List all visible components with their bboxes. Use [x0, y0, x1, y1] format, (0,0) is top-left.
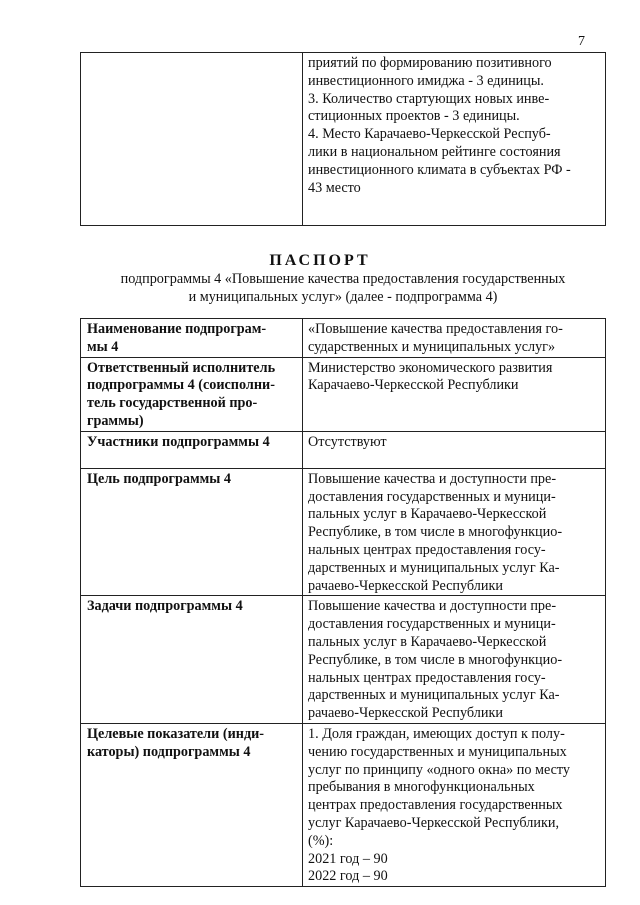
label-line: мы 4 — [87, 338, 119, 355]
row-label — [81, 357, 303, 431]
label-line: граммы) — [87, 412, 144, 429]
passport-subtitle: подпрограммы 4 «Повышение качества предоставления государственных — [120, 271, 566, 287]
value-line: Министерство экономического развития — [308, 359, 553, 376]
value-line: Республике, в том числе в многофункцио- — [308, 651, 563, 668]
value-line: рачаево-Черкесской Республики — [308, 577, 503, 594]
value-line: центрах предоставления государственных — [308, 797, 563, 814]
value-line: нальных центрах предоставления госу- — [308, 541, 546, 558]
row-label — [81, 596, 303, 724]
value-line: услуг по принципу «одного окна» по месту — [308, 761, 571, 778]
passport-row-executor — [81, 357, 606, 431]
continuation-row — [81, 53, 606, 226]
value-line: 2021 год – 90 — [308, 850, 388, 867]
text-line: 4. Место Карачаево-Черкесской Респуб- — [308, 126, 551, 143]
label-line: Целевые показатели (инди- — [87, 725, 265, 742]
passport-subtitle: и муниципальных услуг» (далее - подпрограмма 4) — [188, 289, 498, 305]
passport-row-tasks — [81, 596, 606, 724]
value-line: доставления государственных и муници- — [308, 616, 556, 633]
text-line: инвестиционного климата в субъектах РФ - — [308, 161, 571, 178]
label-line: Цель подпрограммы 4 — [87, 470, 232, 487]
value-line: (%): — [308, 832, 334, 849]
text-line: инвестиционного имиджа - 3 единицы. — [308, 72, 544, 89]
passport-row-goal — [81, 468, 606, 596]
value-line: 2022 год – 90 — [308, 868, 388, 885]
row-value — [303, 468, 606, 596]
row-value — [303, 596, 606, 724]
passport-row-indicators — [81, 723, 606, 886]
value-line: дарственных и муниципальных услуг Ка- — [308, 559, 560, 576]
passport-row-name — [81, 319, 606, 358]
label-line: каторы) подпрограммы 4 — [87, 743, 251, 760]
label-line: Задачи подпрограммы 4 — [87, 598, 243, 615]
value-line: пальных услуг в Карачаево-Черкесской — [308, 633, 547, 650]
passport-row-participants — [81, 431, 606, 468]
value-line: Карачаево-Черкесской Республики — [308, 377, 519, 394]
text-line: лики в национальном рейтинге состояния — [308, 143, 561, 160]
label-line: тель государственной про- — [87, 395, 258, 412]
value-line: Отсутствуют — [308, 433, 387, 450]
row-value — [303, 357, 606, 431]
continuation-table — [80, 52, 606, 226]
label-line: Участники подпрограммы 4 — [87, 433, 270, 450]
value-line: сударственных и муниципальных услуг» — [308, 338, 556, 355]
value-line: услуг Карачаево-Черкесской Республики, — [308, 814, 559, 831]
text-line: 43 место — [308, 179, 361, 196]
row-label — [81, 431, 303, 468]
continuation-label-cell — [81, 53, 303, 226]
passport-table — [80, 318, 606, 887]
row-value — [303, 319, 606, 358]
label-line: Ответственный исполнитель — [87, 359, 276, 376]
row-value — [303, 431, 606, 468]
value-line: Повышение качества и доступности пре- — [308, 470, 557, 487]
value-line: дарственных и муниципальных услуг Ка- — [308, 687, 560, 704]
passport-title: ПАСПОРТ — [269, 252, 371, 269]
text-line: стиционных проектов - 3 единицы. — [308, 108, 520, 125]
row-label — [81, 723, 303, 886]
label-line: подпрограммы 4 (соисполни- — [87, 377, 275, 394]
text-line: 3. Количество стартующих новых инве- — [308, 90, 550, 107]
value-line: «Повышение качества предоставления го- — [308, 321, 563, 337]
continuation-value-cell — [303, 53, 606, 226]
value-line: Повышение качества и доступности пре- — [308, 598, 557, 615]
value-line: нальных центрах предоставления госу- — [308, 669, 546, 686]
label-line: Наименование подпрограм- — [87, 321, 267, 337]
value-line: Республике, в том числе в многофункцио- — [308, 524, 563, 541]
value-line: доставления государственных и муници- — [308, 488, 556, 505]
row-value — [303, 723, 606, 886]
value-line: пальных услуг в Карачаево-Черкесской — [308, 506, 547, 523]
value-line: пребывания в многофункциональных — [308, 779, 535, 796]
page-number: 7 — [578, 34, 585, 49]
value-line: чению государственных и муниципальных — [308, 743, 567, 760]
row-label — [81, 319, 303, 358]
value-line: рачаево-Черкесской Республики — [308, 705, 503, 722]
value-line: 1. Доля граждан, имеющих доступ к полу- — [308, 725, 565, 742]
text-line: приятий по формированию позитивного — [308, 55, 552, 71]
row-label — [81, 468, 303, 596]
